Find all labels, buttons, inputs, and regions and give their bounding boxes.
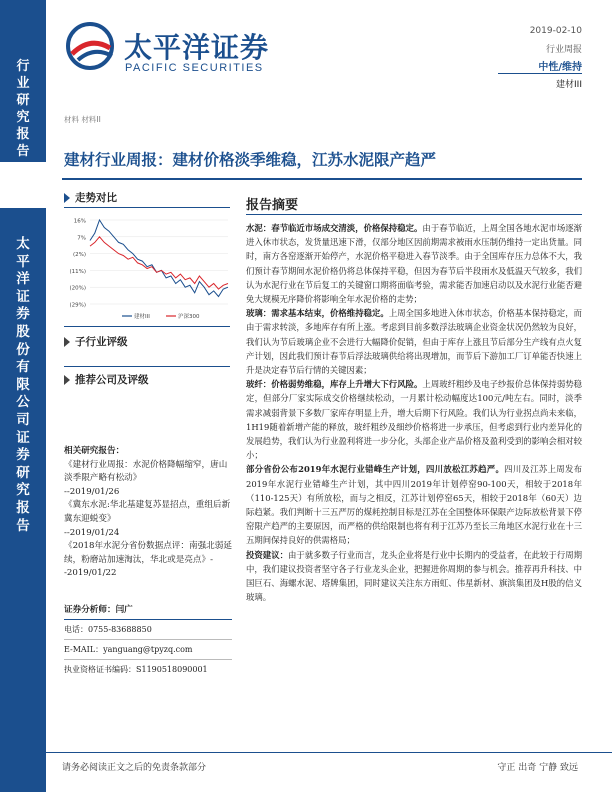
paragraph-lead: 玻纤：价格弱势维稳，库存上升增大下行风险。 [246,379,423,390]
rating-badge: 中性/维持 [538,62,582,73]
sidebar-char: 券 [16,447,30,464]
y-tick-label: (20%) [69,285,86,292]
company-logo [64,20,120,72]
title-rule [62,178,582,180]
footer-disclaimer: 请务必阅读正文之后的免责条款部分 [62,763,207,773]
paragraph-text: 由于春节临近，上周全国各地水泥市场逐渐进入休市状态，发货量迅速下滑，仅部分地区因前期需求被雨水压制仍维持一定出货量。同时，南方各窑逐渐开始停产，水泥价格平稳进入春节淡季。由于全国库存压力总体不大，我们预计春节期间水泥价格仍将总体保持平稳，但因为春节后半段雨水及低温天气较多，我们认为水泥行业在节后复工的关键窗口期将面临考验，需求能否加速启动以及水泥行业能否避免大规模无序降价将影响全年水泥价格的走势； [246,223,583,305]
phone-label: 电话： [64,625,88,634]
summary-paragraph [246,548,582,605]
trend-heading: 走势对比 [64,190,117,205]
summary-paragraph [246,221,582,306]
sidebar-divider [0,162,46,208]
paragraph-text: 上周全国多地进入休市状态，价格基本保持稳定，而由于需求转淡，多地库存有所上涨。考虑到目前多数浮法玻璃企业资金状况仍然较为良好，我们认为节后玻璃企业不会进行大幅降价促销，但由于库存上涨且节后部分生产线有点火复产计划，因此我们预计春节后浮法玻璃供给将出现增加，而节后下游加工厂订单能否快速上升是决定春节后行情的关键因素； [246,308,582,376]
arrow-icon [64,375,70,385]
legend-label: 建材III [134,314,150,320]
industry-rating-heading: 子行业评级 [64,334,128,349]
sidebar-char: 股 [16,323,30,340]
sidebar-char: 研 [16,93,30,108]
footer-rule [0,752,612,753]
sidebar-char: 证 [16,288,30,305]
analyst-info [64,602,232,678]
footer-motto: 守正 出奇 宁静 致远 [497,763,578,773]
related-report-item[interactable]: --2019/01/26 [64,486,120,497]
sidebar-char: 业 [16,76,30,91]
sidebar-char: 报 [16,499,30,516]
sidebar-char: 司 [16,411,30,428]
report-type: 行业周报 [545,45,582,55]
summary-rule [246,214,582,215]
summary-paragraph [246,377,582,462]
summary-body [246,221,582,604]
y-tick-label: (11%) [69,268,86,275]
y-tick-label: 16% [73,218,86,225]
cert-value: S1190518090001 [136,665,208,674]
email-label: E-MAIL： [64,645,104,654]
sidebar-char: 券 [16,306,30,323]
sidebar-char: 限 [16,376,30,393]
header-rule [498,73,582,74]
page-title: 建材行业周报：建材价格淡季维稳，江苏水泥限产趋严 [64,150,437,169]
paragraph-lead: 玻璃：需求基本结束，价格维持稳定。 [246,308,389,319]
sidebar-char: 证 [16,429,30,446]
sidebar-char: 洋 [16,271,30,288]
company-rating-heading: 推荐公司及评级 [64,372,149,387]
sidebar-char: 研 [16,464,30,481]
sidebar-char: 平 [16,253,30,270]
arrow-icon [64,193,70,203]
rating-rule [64,366,230,367]
sidebar-char: 行 [16,59,30,74]
paragraph-lead: 水泥：春节临近市场成交清淡，价格保持稳定。 [246,223,423,233]
phone-value: 0755-83688850 [88,625,152,634]
sidebar-char: 告 [16,517,30,534]
summary-paragraph [246,462,582,547]
summary-paragraph [246,306,582,377]
paragraph-text: 上周玻纤粗纱及电子纱报价总体保持弱势稳定，但部分厂家实际成交价格继续松动，一月累计松动幅度达100元/吨左右。同时，淡季需求减弱背景下多数厂家库存明显上升，增大后期下行风险。我们认为行业拐点尚未来临，1H19随着新增产能的释放，玻纤粗纱及细纱价格将进一步承压，但考虑到行业内差异化的发展趋势，我们认为行业盈利将进一步分化，头部企业产品价格及盈利受到的影响会相对较小； [246,379,583,461]
trend-chart [62,212,234,324]
paragraph-text: 四川及江苏上周发布2019年水泥行业错峰生产计划，其中四川2019年计划停窑90-100天，相较于2018年（110-125天）有所放松，而与之相反，江苏计划停窑65天，相较于2018年（60天）边际趋紧。我们判断十三五严厉的煤耗控制目标是江苏在全国整体环保限产边际放松背景下停窑限产趋严的主要原因，而严格的供给限制也将有利于江苏乃至长三角地区水泥行业在十三五期间保持良好的供需格局； [246,464,583,546]
report-date: 2019-02-10 [529,26,582,36]
arrow-icon [64,337,70,347]
sidebar-report-label [0,58,46,160]
sidebar-char: 太 [16,236,30,252]
y-tick-label: (2%) [72,252,86,259]
related-report-item[interactable]: 《2018年水泥分省份数据点评：南强北弱延续，粉磨站加速淘汰，华北或是亮点》--2019/01/22 [64,541,232,579]
logo-en-text: PACIFIC SECURITIES [125,62,264,74]
sector-label: 建材III [556,80,582,90]
related-heading: 相关研究报告： [64,446,125,456]
paragraph-lead: 部分省份公布2019年水泥行业错峰生产计划，四川放松江苏趋严。 [246,464,505,475]
related-report-item[interactable]: 《冀东水泥:华北基建复苏显招点，重组后新冀东迎蜕变》 [64,500,231,524]
related-report-item[interactable]: --2019/01/24 [64,527,120,538]
summary-heading: 报告摘要 [246,198,299,213]
trend-rule [64,207,230,208]
logo-cn-text: 太平洋证券 [124,31,270,64]
sidebar-char: 有 [16,359,30,376]
email-value[interactable]: yanguang@tpyzq.com [103,645,193,654]
paragraph-text: 由于就多数子行业而言，龙头企业将是行业中长期内的受益者，在此较于行周期中，我们建议投资者坚守各子行业龙头企业，把握进你周期的参与机会。推荐再升科技、中国巨石、海螺水泥、塔牌集团，同时建议关注东方雨虹、伟星新材、旗滨集团及H股的信义玻璃。 [246,549,583,603]
cert-label: 执业资格证书编码： [64,665,136,674]
analyst-name: 闫广 [115,605,133,615]
y-tick-label: 7% [77,235,86,242]
sidebar-char: 公 [16,394,30,411]
sidebar-char: 究 [16,482,30,499]
paragraph-lead: 投资建议： [246,549,289,560]
sidebar-company-label [0,236,46,535]
chart-bottom-rule [64,326,230,327]
left-sidebar [0,0,46,792]
related-report-item[interactable]: 《建材行业周报：水泥价格降幅缩窄，唐山淡季限产略有松动》 [64,459,228,484]
series-line [90,237,228,289]
sidebar-char: 份 [16,341,30,358]
analyst-label: 证券分析师： [64,605,116,615]
legend-label: 沪深300 [178,314,200,320]
sidebar-char: 报 [16,127,30,142]
related-reports [64,445,232,581]
breadcrumb: 材料 材料II [64,115,101,124]
y-tick-label: (29%) [69,302,86,309]
sidebar-char: 究 [16,110,30,125]
sidebar-char: 告 [16,144,30,159]
